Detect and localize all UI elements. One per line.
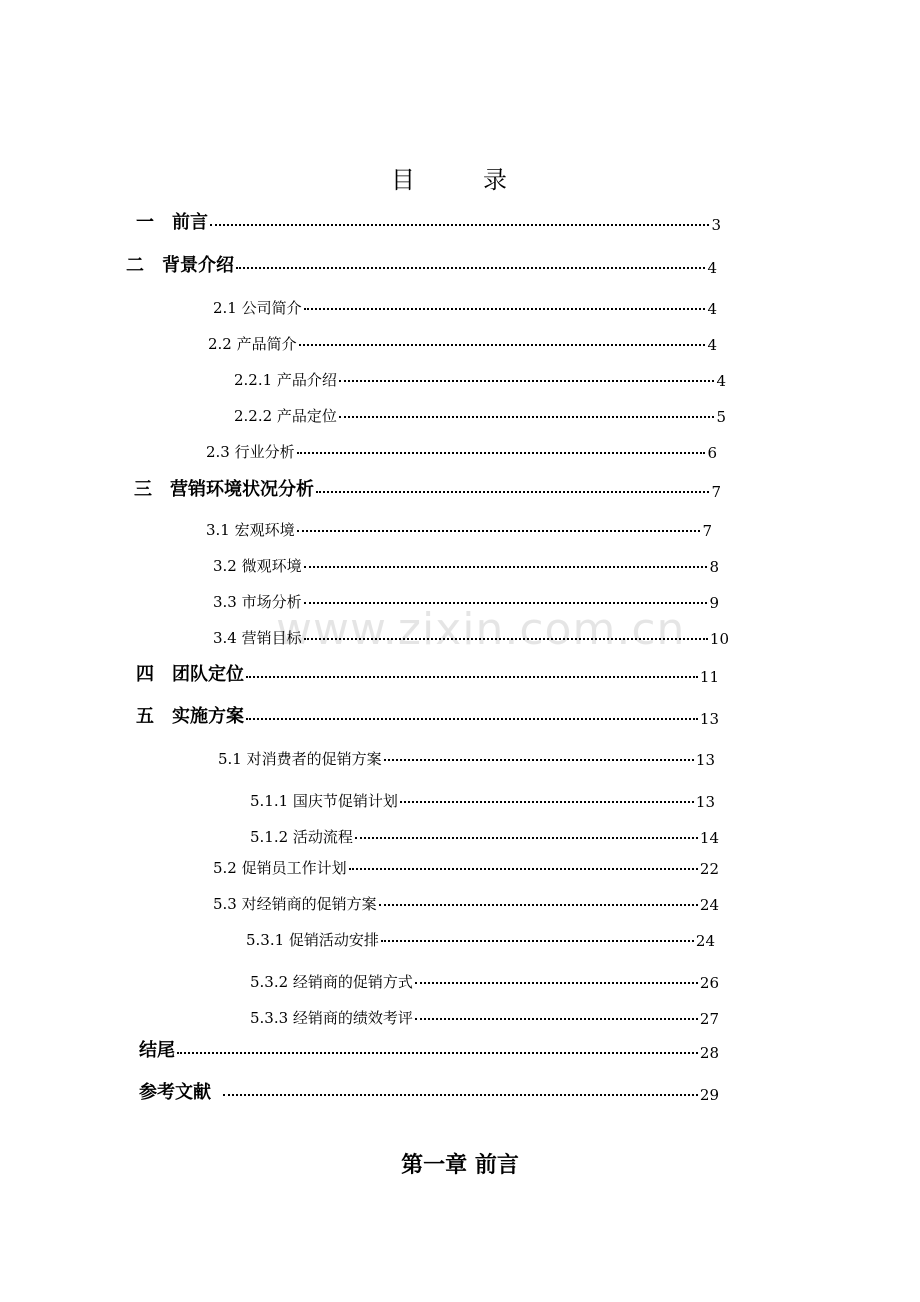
toc-entry-label: 5.3.2 经销商的促销方式 bbox=[250, 973, 413, 991]
toc-entry[interactable] bbox=[234, 396, 726, 426]
toc-entry-label: 5.3.3 经销商的绩效考评 bbox=[250, 1009, 413, 1027]
toc-entry-page: 28 bbox=[699, 1044, 719, 1062]
toc-entry-label: 2.2.1 产品介绍 bbox=[234, 371, 337, 389]
toc-entry-page: 24 bbox=[699, 896, 719, 914]
toc-entry-label: 3.4 营销目标 bbox=[213, 629, 302, 647]
toc-entry-page: 4 bbox=[707, 300, 717, 318]
toc-entry-label: 5.1 对消费者的促销方案 bbox=[218, 750, 382, 768]
toc-entry[interactable] bbox=[250, 781, 715, 811]
toc-entry[interactable] bbox=[213, 546, 719, 576]
toc-entry[interactable] bbox=[139, 1074, 719, 1104]
toc-entry[interactable] bbox=[218, 739, 715, 769]
toc-entry-page: 3 bbox=[711, 216, 721, 234]
toc-entry-page: 4 bbox=[716, 372, 726, 390]
toc-title: 目 录 bbox=[391, 166, 529, 194]
toc-leader-dots bbox=[349, 868, 698, 870]
toc-entry[interactable] bbox=[206, 432, 717, 462]
toc-entry[interactable] bbox=[139, 1032, 719, 1062]
toc-entry-page: 10 bbox=[709, 630, 729, 648]
toc-entry-label: 5.3.1 促销活动安排 bbox=[246, 931, 379, 949]
toc-entry-label: 2.2 产品简介 bbox=[208, 335, 297, 353]
toc-entry[interactable] bbox=[234, 360, 726, 390]
toc-entry-page: 29 bbox=[699, 1086, 719, 1104]
toc-entry-page: 8 bbox=[709, 558, 719, 576]
toc-entry-label: 参考文献 bbox=[139, 1082, 211, 1103]
toc-leader-dots bbox=[297, 530, 701, 532]
toc-entry-page: 4 bbox=[707, 259, 717, 277]
toc-entry-page: 13 bbox=[695, 751, 715, 769]
toc-entry-label: 3.1 宏观环境 bbox=[206, 521, 295, 539]
chapter-heading: 第一章 前言 bbox=[401, 1153, 519, 1178]
toc-entry-page: 6 bbox=[707, 444, 717, 462]
toc-entry-page: 7 bbox=[711, 483, 721, 501]
toc-entry-label: 结尾 bbox=[139, 1040, 175, 1061]
toc-leader-dots bbox=[246, 718, 698, 720]
toc-leader-dots bbox=[304, 308, 706, 310]
toc-entry-label: 3.2 微观环境 bbox=[213, 557, 302, 575]
toc-entry[interactable] bbox=[136, 204, 721, 234]
toc-entry-page: 26 bbox=[699, 974, 719, 992]
toc-entry-label: 一 前言 bbox=[136, 212, 208, 233]
toc-entry[interactable] bbox=[126, 247, 717, 277]
toc-leader-dots bbox=[339, 380, 715, 382]
toc-entry-page: 4 bbox=[707, 336, 717, 354]
toc-entry-page: 22 bbox=[699, 860, 719, 878]
toc-entry-page: 24 bbox=[695, 932, 715, 950]
toc-entry[interactable] bbox=[250, 998, 719, 1028]
toc-leader-dots bbox=[339, 416, 715, 418]
toc-leader-dots bbox=[316, 491, 709, 493]
toc-entry-label: 四 团队定位 bbox=[136, 664, 244, 685]
toc-entry-page: 27 bbox=[699, 1010, 719, 1028]
toc-entry-label: 2.2.2 产品定位 bbox=[234, 407, 337, 425]
toc-entry-page: 14 bbox=[699, 829, 719, 847]
toc-entry[interactable] bbox=[136, 698, 719, 728]
toc-leader-dots bbox=[415, 1018, 698, 1020]
toc-leader-dots bbox=[297, 452, 706, 454]
toc-leader-dots bbox=[246, 676, 698, 678]
toc-entry-label: 五 实施方案 bbox=[136, 706, 244, 727]
toc-entry[interactable] bbox=[136, 656, 719, 686]
toc-entry-label: 5.1.2 活动流程 bbox=[250, 828, 353, 846]
toc-leader-dots bbox=[223, 1094, 698, 1096]
toc-entry-label: 三 营销环境状况分析 bbox=[134, 479, 314, 500]
toc-entry-page: 13 bbox=[695, 793, 715, 811]
toc-leader-dots bbox=[355, 837, 698, 839]
toc-leader-dots bbox=[299, 344, 706, 346]
toc-leader-dots bbox=[304, 566, 708, 568]
toc-entry[interactable] bbox=[208, 324, 717, 354]
toc-entry-page: 5 bbox=[716, 408, 726, 426]
toc-entry-page: 11 bbox=[699, 668, 719, 686]
toc-entry[interactable] bbox=[206, 510, 712, 540]
toc-leader-dots bbox=[415, 982, 698, 984]
toc-leader-dots bbox=[400, 801, 694, 803]
toc-entry-label: 二 背景介绍 bbox=[126, 255, 234, 276]
toc-entry[interactable] bbox=[213, 884, 719, 914]
toc-leader-dots bbox=[379, 904, 698, 906]
toc-entry-label: 2.1 公司简介 bbox=[213, 299, 302, 317]
toc-leader-dots bbox=[236, 267, 705, 269]
toc-entry-label: 3.3 市场分析 bbox=[213, 593, 302, 611]
toc-entry-label: 2.3 行业分析 bbox=[206, 443, 295, 461]
toc-leader-dots bbox=[177, 1052, 698, 1054]
toc-entry-page: 13 bbox=[699, 710, 719, 728]
toc-entry[interactable] bbox=[250, 817, 719, 847]
toc-entry[interactable] bbox=[246, 920, 715, 950]
toc-leader-dots bbox=[384, 759, 694, 761]
toc-entry-label: 5.2 促销员工作计划 bbox=[213, 859, 347, 877]
watermark: www.zixin.com.cn bbox=[276, 604, 686, 655]
toc-leader-dots bbox=[210, 224, 709, 226]
toc-entry-label: 5.3 对经销商的促销方案 bbox=[213, 895, 377, 913]
toc-entry[interactable] bbox=[213, 288, 717, 318]
toc-entry-page: 9 bbox=[709, 594, 719, 612]
toc-entry[interactable] bbox=[134, 471, 721, 501]
toc-entry[interactable] bbox=[213, 848, 719, 878]
toc-entry-page: 7 bbox=[702, 522, 712, 540]
toc-leader-dots bbox=[381, 940, 694, 942]
toc-entry-label: 5.1.1 国庆节促销计划 bbox=[250, 792, 398, 810]
toc-entry[interactable] bbox=[250, 962, 719, 992]
